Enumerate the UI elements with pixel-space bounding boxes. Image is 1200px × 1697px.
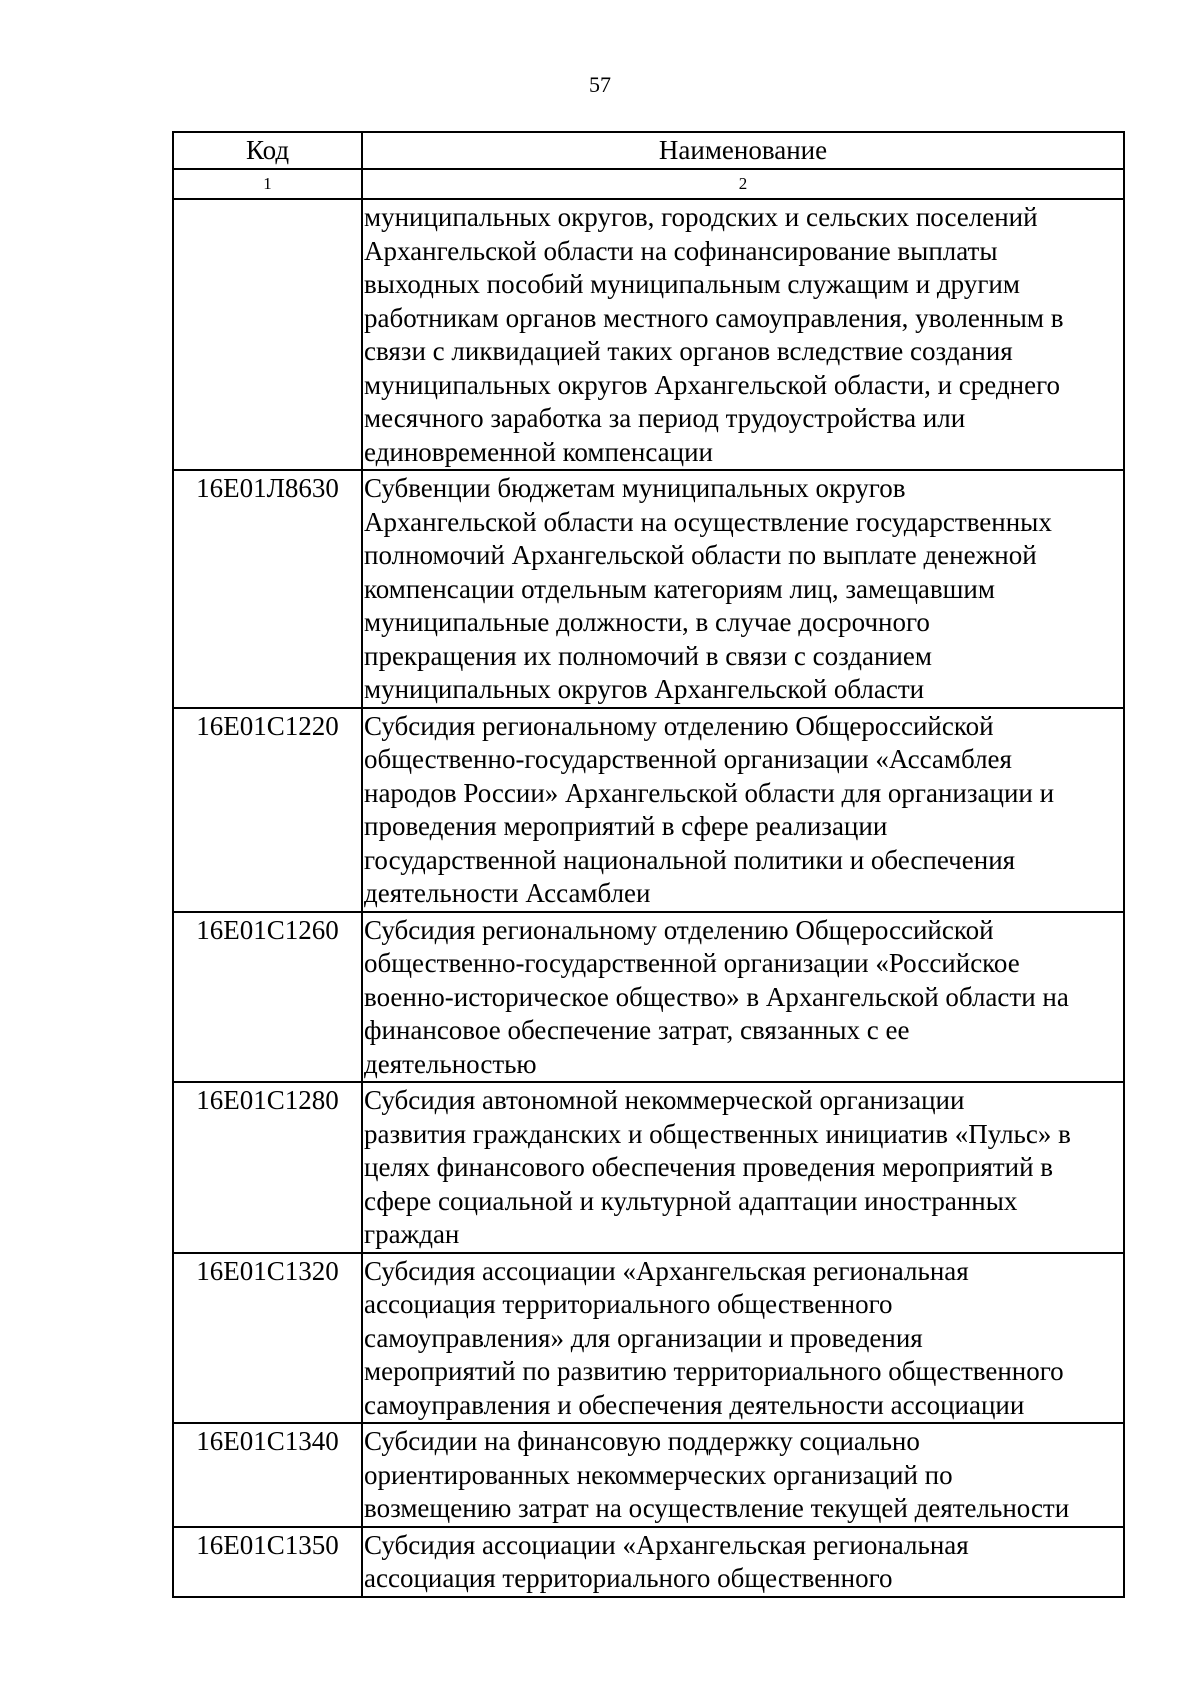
item-name-line: муниципальных округов, городских и сельских поселений <box>364 202 1038 232</box>
table-row <box>173 470 1124 708</box>
item-name-line: общественно-государственной организации «Российское <box>364 948 1020 978</box>
item-name-line: компенсации отдельным категориям лиц, замещавшим <box>364 573 995 604</box>
table-row <box>173 1253 1124 1424</box>
item-name-line: Субсидия региональному отделению Общероссийской <box>364 914 994 945</box>
item-name-cell <box>362 1423 1124 1527</box>
item-name-line: народов России» Архангельской области для организации и <box>364 777 1055 808</box>
item-name-line: работникам органов местного самоуправления, уволенным в <box>364 302 1064 333</box>
item-name-line: муниципальные должности, в случае досрочного <box>364 607 930 637</box>
item-name-line: деятельностью <box>364 1048 537 1079</box>
item-name-line: Субсидии на финансовую поддержку социально <box>364 1426 920 1456</box>
item-name-line: Субвенции бюджетам муниципальных округов <box>364 473 906 503</box>
header-name: Наименование <box>362 132 1124 169</box>
item-name-line: единовременной компенсации <box>364 436 714 467</box>
item-name-line: ассоциация территориального общественного <box>364 1289 893 1319</box>
budget-code-cell: 16Е01С1280 <box>173 1082 362 1253</box>
column-number-name: 2 <box>362 169 1124 199</box>
item-name-cell <box>362 708 1124 912</box>
item-name-cell <box>362 199 1124 470</box>
item-name-line: Субсидия региональному отделению Общероссийской <box>364 710 994 741</box>
item-name-line: развития гражданских и общественных инициатив «Пульс» в <box>364 1118 1071 1149</box>
budget-code-cell: 16Е01Л8630 <box>173 470 362 708</box>
table-row <box>173 1082 1124 1253</box>
item-name-line: целях финансового обеспечения проведения мероприятий в <box>364 1152 1054 1182</box>
item-name-line: сфере социальной и культурной адаптации иностранных <box>364 1185 1018 1216</box>
table-body <box>173 132 1124 1597</box>
item-name-line: военно-историческое общество» в Архангельской области на <box>364 981 1069 1012</box>
page-number: 57 <box>589 72 611 97</box>
item-name-line: связи с ликвидацией таких органов вследствие создания <box>364 336 1013 366</box>
item-name-line: муниципальных округов Архангельской области, и среднего <box>364 369 1060 400</box>
item-name-line: Субсидия ассоциации «Архангельская региональная <box>364 1529 969 1560</box>
item-name-cell <box>362 912 1124 1083</box>
item-name-line: граждан <box>364 1219 460 1249</box>
item-name-line: полномочий Архангельской области по выплате денежной <box>364 540 1037 570</box>
item-name-line: месячного заработка за период трудоустройства или <box>364 403 966 433</box>
item-name-line: государственной национальной политики и обеспечения <box>364 844 1016 875</box>
table-row <box>173 912 1124 1083</box>
item-name-cell <box>362 1527 1124 1597</box>
table-row <box>173 1423 1124 1527</box>
item-name-line: возмещению затрат на осуществление текущей деятельности <box>364 1493 1070 1523</box>
column-number-row <box>173 169 1124 199</box>
budget-code-cell: 16Е01С1340 <box>173 1423 362 1527</box>
item-name-line: ориентированных некоммерческих организаций по <box>364 1459 953 1490</box>
item-name-line: самоуправления и обеспечения деятельности ассоциации <box>364 1389 1025 1420</box>
item-name-line: деятельности Ассамблеи <box>364 878 651 908</box>
item-name-line: мероприятий по развитию территориального общественного <box>364 1356 1064 1386</box>
table-row <box>173 199 1124 470</box>
budget-code-cell: 16Е01С1220 <box>173 708 362 912</box>
item-name-line: Архангельской области на осуществление государственных <box>364 506 1052 537</box>
item-name-line: общественно-государственной организации «Ассамблея <box>364 744 1012 774</box>
budget-code-cell: 16Е01С1350 <box>173 1527 362 1597</box>
item-name-line: Архангельской области на софинансирование выплаты <box>364 235 998 266</box>
item-name-line: самоуправления» для организации и проведения <box>364 1322 923 1353</box>
item-name-line: муниципальных округов Архангельской области <box>364 674 925 704</box>
column-number-code: 1 <box>173 169 362 199</box>
item-name-line: финансовое обеспечение затрат, связанных с ее <box>364 1015 910 1045</box>
item-name-line: выходных пособий муниципальным служащим и другим <box>364 269 1020 299</box>
table-header-row <box>173 132 1124 169</box>
item-name-line: ассоциация территориального общественного <box>364 1563 893 1593</box>
item-name-line: прекращения их полномочий в связи с созданием <box>364 640 932 671</box>
table-row <box>173 708 1124 912</box>
budget-code-cell: 16Е01С1260 <box>173 912 362 1083</box>
item-name-line: Субсидия ассоциации «Архангельская региональная <box>364 1255 969 1286</box>
budget-code-table <box>172 131 1125 1598</box>
header-code: Код <box>173 132 362 169</box>
budget-code-cell: 16Е01С1320 <box>173 1253 362 1424</box>
item-name-line: проведения мероприятий в сфере реализации <box>364 811 888 841</box>
item-name-cell <box>362 470 1124 708</box>
item-name-cell <box>362 1253 1124 1424</box>
table-row <box>173 1527 1124 1597</box>
item-name-cell <box>362 1082 1124 1253</box>
budget-code-cell <box>173 199 362 470</box>
item-name-line: Субсидия автономной некоммерческой организации <box>364 1085 965 1115</box>
